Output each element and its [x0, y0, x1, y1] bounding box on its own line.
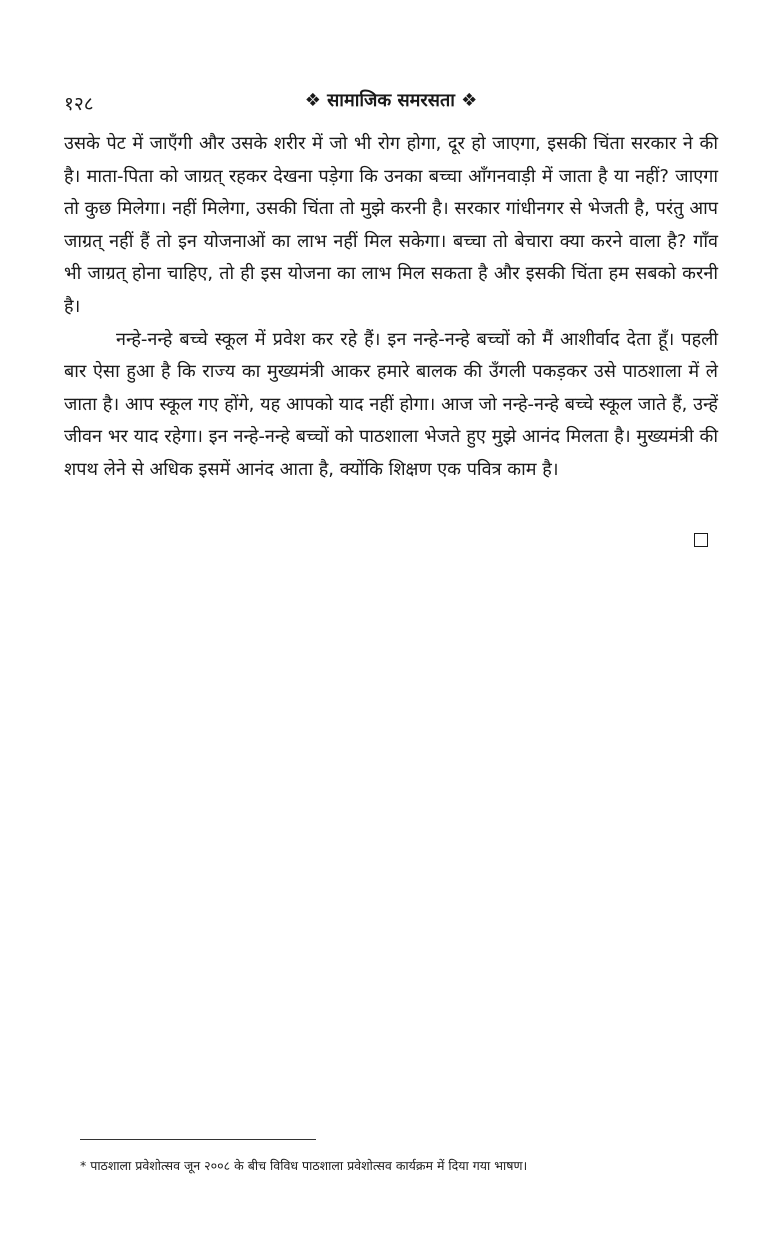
body-text — [64, 128, 718, 487]
footnote-divider — [80, 1139, 316, 1140]
paragraph-2: नन्हे-नन्हे बच्चे स्कूल में प्रवेश कर रहे हैं। इन नन्हे-नन्हे बच्चों को मैं आशीर्वाद देता हूँ। पहली बार ऐसा हुआ है कि राज्य का मुख्यमंत्री आकर हमारे बालक की उँगली पकड़कर उसे पाठशाला में ले जाता है। आप स्कूल गए होंगे, यह आपको याद नहीं होगा। आज जो नन्हे-नन्हे बच्चे स्कूल जाते हैं, उन्हें जीवन भर याद रहेगा। इन नन्हे-नन्हे बच्चों को पाठशाला भेजते हुए मुझे आनंद मिलता है। मुख्यमंत्री की शपथ लेने से अधिक इसमें आनंद आता है, क्योंकि शिक्षण एक पवित्र काम है। — [64, 328, 718, 480]
section-end-mark — [694, 533, 708, 547]
footnote: * पाठशाला प्रवेशोत्सव जून २००८ के बीच विविध पाठशाला प्रवेशोत्सव कार्यक्रम में दिया गया भाषण। — [80, 1158, 528, 1173]
running-header: ❖ सामाजिक समरसता ❖ — [304, 90, 478, 111]
paragraph-1: उसके पेट में जाएँगी और उसके शरीर में जो भी रोग होगा, दूर हो जाएगा, इसकी चिंता सरकार ने की है। माता-पिता को जाग्रत् रहकर देखना पड़ेगा कि उनका बच्चा आँगनवाड़ी में जाता है या नहीं? जाएगा तो कुछ मिलेगा। नहीं मिलेगा, उसकी चिंता तो मुझे करनी है। सरकार गांधीनगर से भेजती है, परंतु आप जाग्रत् नहीं हैं तो इन योजनाओं का लाभ नहीं मिल सकेगा। बच्चा तो बेचारा क्या करने वाला है? गाँव भी जाग्रत् होना चाहिए, तो ही इस योजना का लाभ मिल सकता है और इसकी चिंता हम सबको करनी है। — [64, 133, 718, 317]
page-number: १२८ — [64, 93, 94, 115]
